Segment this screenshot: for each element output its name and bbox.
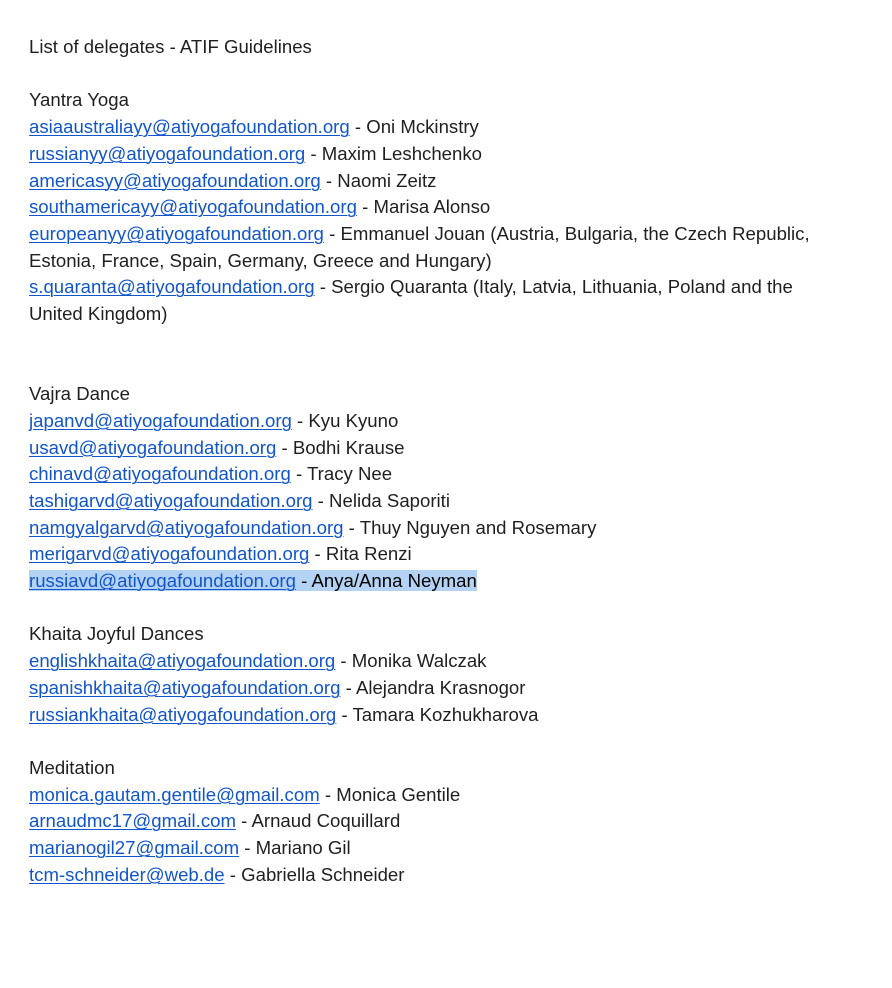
separator: - <box>239 837 256 859</box>
email-link[interactable]: namgyalgarvd@atiyogafoundation.org <box>29 516 344 538</box>
delegate-entry <box>29 435 829 462</box>
delegate-name: Rita Renzi <box>325 543 412 565</box>
separator: - <box>224 863 242 885</box>
delegate-name: Tracy Nee <box>307 463 393 485</box>
delegate-entry <box>29 675 829 702</box>
email-link[interactable]: arnaudmc17@gmail.com <box>29 810 236 832</box>
delegate-entry <box>29 488 829 515</box>
email-link[interactable]: southamericayy@atiyogafoundation.org <box>29 196 357 218</box>
section-heading: Yantra Yoga <box>29 89 129 111</box>
email-link[interactable]: marianogil27@gmail.com <box>29 837 240 859</box>
section-khaita-joyful-dances <box>29 621 829 728</box>
separator: - <box>319 783 337 805</box>
delegate-entry <box>29 835 829 862</box>
email-link[interactable]: spanishkhaita@atiyogafoundation.org <box>29 676 341 698</box>
separator: - <box>309 543 326 565</box>
delegate-name: Anya/Anna Neyman <box>311 570 477 592</box>
separator: - <box>336 703 353 725</box>
delegate-entry <box>29 541 829 568</box>
document-body <box>29 34 829 888</box>
separator: - <box>235 810 252 832</box>
delegate-name: Nelida Saporiti <box>329 489 450 511</box>
separator: - <box>349 116 367 138</box>
separator: - <box>343 516 360 538</box>
section-vajra-dance <box>29 381 829 595</box>
email-link[interactable]: merigarvd@atiyogafoundation.org <box>29 543 310 565</box>
delegate-entry <box>29 274 829 327</box>
email-link[interactable]: tashigarvd@atiyogafoundation.org <box>29 489 313 511</box>
email-link[interactable]: englishkhaita@atiyogafoundation.org <box>29 650 336 672</box>
separator: - <box>276 436 293 458</box>
section-meditation <box>29 755 829 889</box>
delegate-name: Kyu Kyuno <box>308 409 399 431</box>
delegate-entry <box>29 168 829 195</box>
separator: - <box>340 676 356 698</box>
delegate-entry <box>29 141 829 168</box>
separator: - <box>295 570 312 592</box>
delegate-name: Marisa Alonso <box>373 196 491 218</box>
email-link[interactable]: s.quaranta@atiyogafoundation.org <box>29 276 315 298</box>
delegate-entry <box>29 515 829 542</box>
blank-line <box>29 728 829 755</box>
email-link[interactable]: europeanyy@atiyogafoundation.org <box>29 222 324 244</box>
delegate-name: Oni Mckinstry <box>366 116 479 138</box>
delegate-entry <box>29 194 829 221</box>
delegate-entry <box>29 808 829 835</box>
delegate-entry <box>29 114 829 141</box>
text-selection-highlight[interactable] <box>29 570 477 591</box>
delegate-name: Monika Walczak <box>351 650 487 672</box>
section-yantra-yoga <box>29 87 829 327</box>
delegate-entry <box>29 221 829 274</box>
blank-line <box>29 61 829 88</box>
email-link[interactable]: russiankhaita@atiyogafoundation.org <box>29 703 337 725</box>
delegate-entry <box>29 408 829 435</box>
delegate-name: Emmanuel Jouan (Austria, Bulgaria, the Czech Republic, Estonia, France, Spain, Germany, Greece and Hungary) <box>29 222 810 271</box>
delegate-name: Bodhi Krause <box>292 436 405 458</box>
email-link[interactable]: monica.gautam.gentile@gmail.com <box>29 783 320 805</box>
blank-line <box>29 328 829 381</box>
blank-line <box>29 595 829 622</box>
email-link[interactable]: asiaaustraliayy@atiyogafoundation.org <box>29 116 350 138</box>
delegate-name: Mariano Gil <box>255 837 351 859</box>
separator: - <box>356 196 374 218</box>
delegate-name: Arnaud Coquillard <box>251 810 401 832</box>
email-link[interactable]: chinavd@atiyogafoundation.org <box>29 463 291 485</box>
delegate-name: Tamara Kozhukharova <box>352 703 539 725</box>
email-link[interactable]: japanvd@atiyogafoundation.org <box>29 409 292 431</box>
email-link[interactable]: russiavd@atiyogafoundation.org <box>29 570 296 592</box>
delegate-name: Naomi Zeitz <box>337 169 437 191</box>
delegate-entry <box>29 648 829 675</box>
separator: - <box>290 463 308 485</box>
delegate-entry-selected <box>29 568 829 595</box>
delegate-entry <box>29 782 829 809</box>
separator: - <box>291 409 309 431</box>
delegate-entry <box>29 461 829 488</box>
delegate-name: Monica Gentile <box>336 783 461 805</box>
separator: - <box>305 142 322 164</box>
email-link[interactable]: russianyy@atiyogafoundation.org <box>29 142 306 164</box>
email-link[interactable]: tcm-schneider@web.de <box>29 863 225 885</box>
delegate-entry <box>29 862 829 889</box>
separator: - <box>312 489 330 511</box>
email-link[interactable]: americasyy@atiyogafoundation.org <box>29 169 321 191</box>
separator: - <box>323 222 341 244</box>
separator: - <box>320 169 338 191</box>
email-link[interactable]: usavd@atiyogafoundation.org <box>29 436 277 458</box>
delegate-name: Thuy Nguyen and Rosemary <box>359 516 597 538</box>
delegate-name: Gabriella Schneider <box>241 863 405 885</box>
section-heading: Khaita Joyful Dances <box>29 623 204 645</box>
delegate-name: Sergio Quaranta (Italy, Latvia, Lithuania, Poland and the United Kingdom) <box>29 276 793 325</box>
separator: - <box>335 650 352 672</box>
section-heading: Vajra Dance <box>29 383 130 405</box>
delegate-name: Maxim Leshchenko <box>321 142 482 164</box>
document-title: List of delegates - ATIF Guidelines <box>29 36 312 57</box>
separator: - <box>314 276 332 298</box>
delegate-name: Alejandra Krasnogor <box>355 676 526 698</box>
delegate-entry <box>29 702 829 729</box>
section-heading: Meditation <box>29 756 115 778</box>
